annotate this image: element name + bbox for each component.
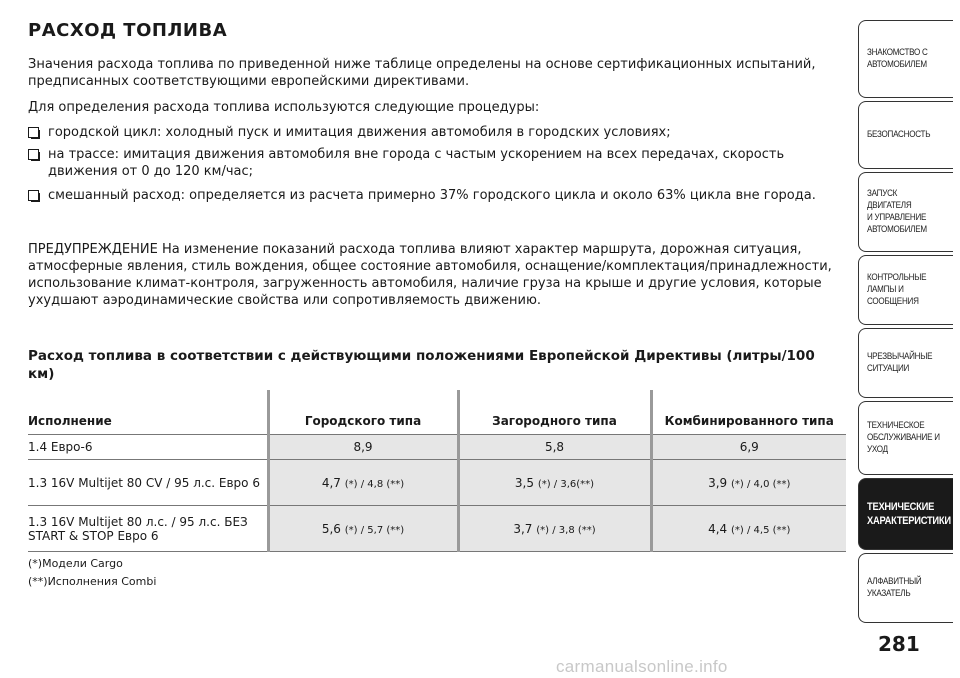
cell-combined bbox=[651, 460, 846, 506]
bullet-combined bbox=[28, 187, 843, 204]
tab-index[interactable] bbox=[858, 553, 953, 623]
cell-city bbox=[268, 460, 458, 506]
tab-label: ЧРЕЗВЫЧАЙНЫЕ СИТУАЦИИ bbox=[867, 351, 933, 374]
cell-version: 1.3 16V Multijet 80 CV / 95 л.с. Евро 6 bbox=[28, 460, 268, 506]
bullet-highway bbox=[28, 146, 843, 180]
cell-note: (*) / 4,8 (**) bbox=[344, 478, 405, 490]
cell-value: 4,4 bbox=[708, 521, 728, 536]
cell-city bbox=[268, 435, 458, 460]
footnote-cargo: (*)Модели Cargo bbox=[28, 557, 123, 570]
cell-value: 4,7 bbox=[321, 475, 341, 490]
bullet-text: городской цикл: холодный пуск и имитация движения автомобиля в городских условиях; bbox=[48, 125, 671, 140]
cell-value: 5,8 bbox=[544, 440, 565, 454]
cell-combined bbox=[651, 506, 846, 552]
tab-emergencies[interactable] bbox=[858, 328, 953, 398]
bullet-text: смешанный расход: определяется из расчета примерно 37% городского цикла и около 63% цикла вне города. bbox=[48, 188, 816, 203]
tab-label: КОНТРОЛЬНЫЕ ЛАМПЫ И СООБЩЕНИЯ bbox=[867, 272, 927, 307]
cell-highway bbox=[458, 506, 651, 552]
bullet-city bbox=[28, 124, 843, 141]
tab-maintenance[interactable] bbox=[858, 401, 953, 475]
tab-label: ТЕХНИЧЕСКОЕ ОБСЛУЖИВАНИЕ И УХОД bbox=[867, 420, 940, 455]
bullet-text: на трассе: имитация движения автомобиля вне города с частым ускорением на всех передачах, скорость движения от 0 до 120 км/час; bbox=[48, 147, 785, 179]
warning-paragraph: ПРЕДУПРЕЖДЕНИЕ На изменение показаний расхода топлива влияют характер маршрута, дорожная ситуация, атмосферные явления, стиль вождения, общее состояние автомобиля, оснащение/комплектация/принадлежности, использование климат-контроля, загруженность автомобиля, наличие груза на крыше и другие условия, которые ухудшают аэродинамические свойства или сопротивляемость движению. bbox=[28, 242, 832, 308]
cell-version: 1.3 16V Multijet 80 л.с. / 95 л.с. БЕЗ START & STOP Евро 6 bbox=[28, 506, 268, 552]
header-combined: Комбинированного типа bbox=[651, 390, 846, 435]
header-highway: Загородного типа bbox=[458, 390, 651, 435]
table-row bbox=[28, 435, 846, 460]
cell-value: 8,9 bbox=[353, 440, 373, 454]
cell-note: (*) / 3,8 (**) bbox=[536, 524, 596, 536]
page-title: РАСХОД ТОПЛИВА bbox=[28, 20, 228, 41]
header-version: Исполнение bbox=[28, 414, 112, 428]
cell-value: 5,6 bbox=[321, 521, 341, 536]
tab-label: ЗНАКОМСТВО С АВТОМОБИЛЕМ bbox=[867, 47, 928, 70]
table-title: Расход топлива в соответствии с действующими положениями Европейской Директивы (литры/100 км) bbox=[28, 348, 815, 382]
tab-getting-to-know[interactable] bbox=[858, 20, 953, 98]
cell-note: (*) / 4,0 (**) bbox=[731, 478, 791, 490]
intro-paragraph: Значения расхода топлива по приведенной ниже таблице определены на основе сертификационных испытаний, предписанных соответствующими европейскими директивами. bbox=[28, 57, 816, 89]
checkbox-icon bbox=[28, 149, 39, 160]
tab-starting-driving[interactable] bbox=[858, 172, 953, 252]
watermark: carmanualsonline.info bbox=[556, 657, 728, 676]
checkbox-icon bbox=[28, 127, 39, 138]
tab-label: ЗАПУСК ДВИГАТЕЛЯ И УПРАВЛЕНИЕ АВТОМОБИЛЕМ bbox=[867, 188, 927, 235]
cell-highway bbox=[458, 435, 651, 460]
checkbox-icon bbox=[28, 190, 39, 201]
cell-version: 1.4 Евро-6 bbox=[28, 435, 268, 460]
page-number: 281 bbox=[878, 632, 920, 656]
table-row bbox=[28, 460, 846, 506]
cell-combined bbox=[651, 435, 846, 460]
cell-value: 3,5 bbox=[514, 475, 534, 490]
tab-warning-lights[interactable] bbox=[858, 255, 953, 325]
footnote-combi: (**)Исполнения Combi bbox=[28, 575, 157, 588]
tab-label: АЛФАВИТНЫЙ УКАЗАТЕЛЬ bbox=[867, 576, 922, 599]
chapter-sidebar bbox=[858, 0, 960, 678]
tab-safety[interactable] bbox=[858, 101, 953, 169]
tab-label: ТЕХНИЧЕСКИЕ ХАРАКТЕРИСТИКИ bbox=[867, 501, 951, 527]
cell-city bbox=[268, 506, 458, 552]
cell-highway bbox=[458, 460, 651, 506]
cell-note: (*) / 3,6(**) bbox=[537, 478, 595, 490]
procedures-lead: Для определения расхода топлива используются следующие процедуры: bbox=[28, 100, 540, 115]
header-city: Городского типа bbox=[268, 390, 458, 435]
tab-label: БЕЗОПАСНОСТЬ bbox=[867, 129, 931, 140]
tab-technical-specs[interactable] bbox=[858, 478, 953, 550]
cell-note: (*) / 4,5 (**) bbox=[731, 524, 791, 536]
cell-value: 6,9 bbox=[739, 440, 759, 454]
table-header-row bbox=[28, 390, 846, 435]
cell-value: 3,7 bbox=[513, 521, 533, 536]
cell-note: (*) / 5,7 (**) bbox=[344, 524, 405, 536]
table-row bbox=[28, 506, 846, 552]
cell-value: 3,9 bbox=[708, 475, 728, 490]
fuel-consumption-table bbox=[28, 390, 846, 552]
